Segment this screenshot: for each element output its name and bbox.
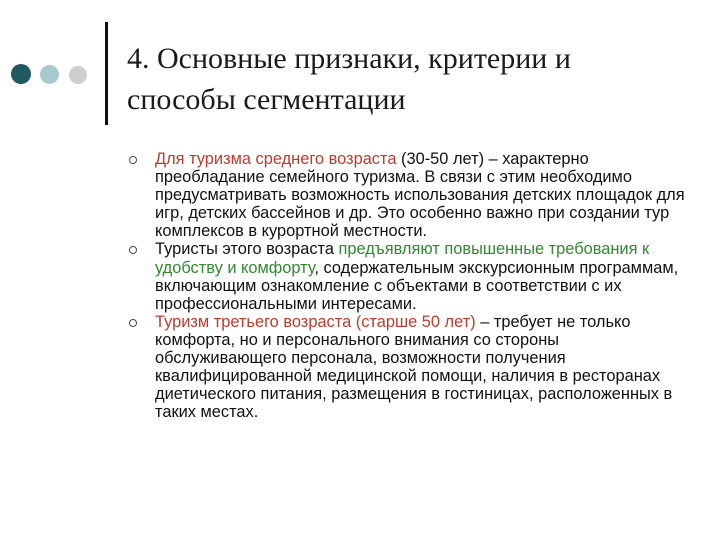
demands-highlight: предъявляют повышенные требования к удобству и комфорту [155, 240, 650, 277]
middle-age-highlight: Для туризма среднего возраста [155, 150, 397, 168]
title-divider-line [105, 22, 108, 125]
hollow-circle-bullet-icon [129, 156, 137, 164]
bullet-item-third-age [128, 313, 688, 422]
light-teal-dot [40, 65, 59, 84]
bullet-list [128, 150, 688, 421]
dark-teal-dot [11, 64, 31, 84]
hollow-circle-bullet-icon [129, 246, 137, 254]
bullet-item-demands [128, 240, 688, 312]
slide-title: 4. Основные признаки, критерии и способы сегментации [127, 42, 571, 116]
middle-age-text: (30-50 лет) – характерно преобладание семейного туризма. В связи с этим необходимо предусматривать возможность использования детских площадок для игр, детских бассейнов и др. Это особенно важно при создании тур комплексов в курортной местности. [155, 150, 685, 241]
third-age-text: – требует не только комфорта, но и персонального внимания со стороны обслуживающего персонала, возможности получения квалифицированной медицинской помощи, наличия в ресторанах диетического питания, размещения в гостиницах, расположенных в таких местах. [155, 312, 673, 422]
bullet-item-middle-age [128, 150, 688, 240]
grey-dot [69, 66, 87, 84]
hollow-circle-bullet-icon [129, 319, 137, 327]
demands-text-end: , содержательным экскурсионным программам, включающим ознакомление с объектами в соответствии с их профессиональными интересами. [155, 258, 679, 313]
third-age-highlight: Туризм третьего возраста (старше 50 лет) [155, 312, 476, 331]
demands-text-start: Туристы этого возраста [155, 240, 339, 259]
